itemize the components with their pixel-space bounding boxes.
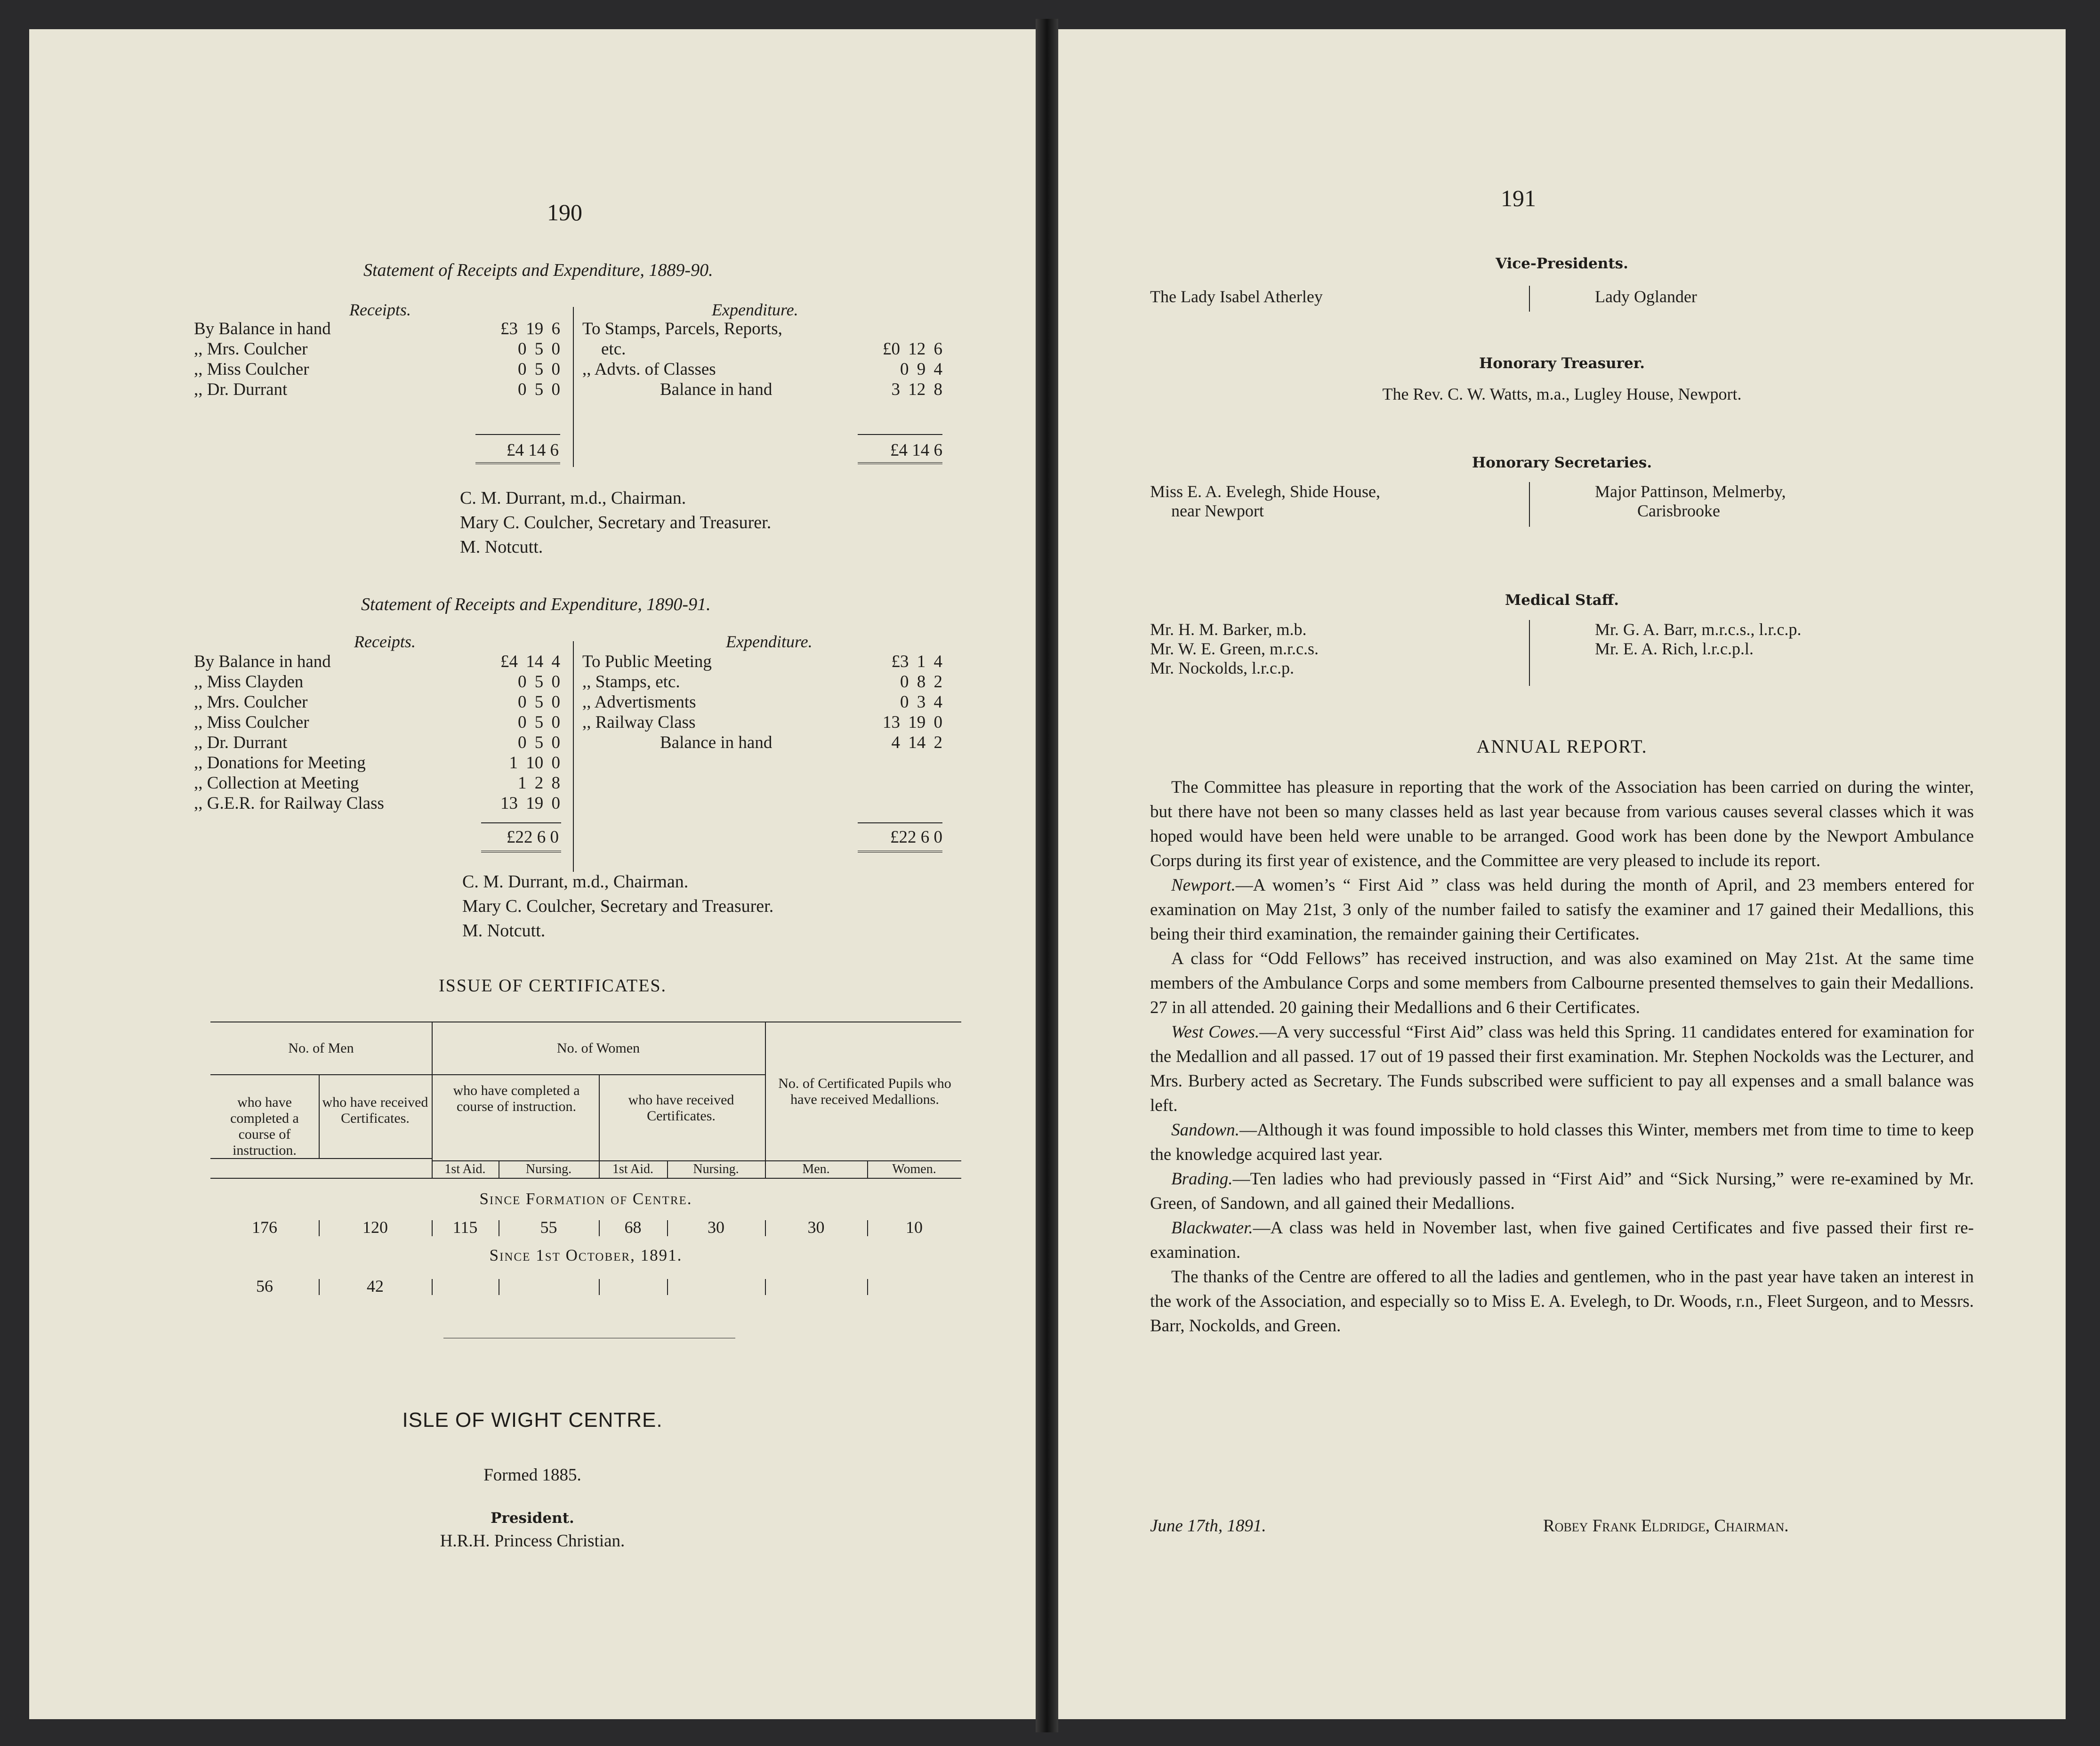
account-amount: 1 10 0 — [509, 753, 560, 772]
double-rule — [481, 851, 561, 854]
account-row — [582, 692, 949, 712]
paragraph-lead: Sandown. — [1171, 1120, 1239, 1140]
rule — [858, 822, 942, 823]
paragraph-lead: Brading. — [1171, 1169, 1233, 1189]
receipts-total: £4 14 6 — [507, 441, 559, 460]
book-spine — [1036, 19, 1058, 1732]
report-signatory: Robey Frank Eldridge, Chairman. — [1543, 1516, 1789, 1536]
secretary-right-line: Carisbrooke — [1637, 501, 1720, 520]
president-heading: President. — [491, 1510, 574, 1527]
signature-line: M. Notcutt. — [460, 537, 543, 557]
account-amount: 13 19 0 — [883, 713, 942, 732]
receipts-heading: Receipts. — [354, 632, 416, 651]
page-number: 191 — [1501, 185, 1536, 211]
signatures — [462, 869, 773, 943]
account-row — [194, 773, 561, 793]
account-amount: 0 5 0 — [518, 672, 560, 692]
paragraph-lead: Blackwater. — [1171, 1218, 1253, 1238]
centre-title: ISLE OF WIGHT CENTRE. — [402, 1408, 663, 1432]
column-divider — [765, 1220, 766, 1236]
certificate-count: 120 — [362, 1218, 388, 1237]
account-row — [194, 339, 561, 359]
statement-title: Statement of Receipts and Expenditure, 1889-90. — [363, 260, 713, 280]
men-certificates-header: who have received Certificates. — [322, 1094, 428, 1126]
expenditure-total: £22 6 0 — [890, 828, 942, 847]
annual-report-heading: ANNUAL REPORT. — [1476, 736, 1648, 757]
rule — [475, 434, 560, 435]
formed-date: Formed 1885. — [483, 1465, 581, 1485]
account-row — [582, 359, 942, 379]
account-label: ,, Miss Coulcher — [194, 360, 309, 379]
women-certificates-nursing-header: Nursing. — [693, 1162, 739, 1176]
women-certificates-header: who have received Certificates. — [628, 1092, 734, 1124]
report-paragraph: A class for “Odd Fellows” has received instruction, and was also examined on May 21st. At the same time members of the Ambulance Corps and some members from Calbourne presented themselves to gain their Medallions. 27 in all attended. 20 gaining their Medallions and 6 their Certificates. — [1150, 949, 1974, 1017]
secretary-right — [1595, 482, 1786, 521]
account-label: To Public Meeting — [582, 652, 712, 671]
divider — [573, 641, 574, 872]
medical-staff-member: Mr. H. M. Barker, m.b. — [1150, 620, 1307, 639]
statement-title: Statement of Receipts and Expenditure, 1890-91. — [361, 595, 711, 614]
account-amount: £0 12 6 — [883, 339, 942, 359]
secretary-left — [1150, 482, 1380, 521]
certificate-count: 10 — [906, 1218, 923, 1237]
certificate-count: 30 — [708, 1218, 724, 1237]
treasurer-name: The Rev. C. W. Watts, m.a., Lugley House, Newport. — [1382, 385, 1742, 403]
women-completed-nursing-header: Nursing. — [525, 1162, 572, 1176]
medical-staff-member: Mr. E. A. Rich, l.r.c.p.l. — [1595, 639, 1754, 658]
account-row — [582, 672, 949, 692]
vice-president-left: The Lady Isabel Atherley — [1150, 287, 1323, 306]
since-formation-label: Since Formation of Centre. — [479, 1190, 692, 1208]
double-rule — [475, 462, 560, 466]
column-divider — [432, 1279, 433, 1295]
divider — [1529, 620, 1530, 686]
account-label: ,, Advts. of Classes — [582, 360, 716, 379]
account-label: By Balance in hand — [194, 652, 331, 671]
signature-line: C. M. Durrant, m.d., Chairman. — [462, 872, 689, 892]
paragraph-lead: West Cowes. — [1171, 1022, 1260, 1042]
account-label: ,, Railway Class — [582, 713, 696, 732]
women-completed-header: who have completed a course of instruction. — [453, 1083, 580, 1114]
account-amount: 0 5 0 — [518, 713, 560, 732]
report-paragraph: Brading.—Ten ladies who had previously passed in “First Aid” and “Sick Nursing,” were re-examined by Mr. Green, of Sandown, and all gained their Medallions. — [1150, 1169, 1974, 1213]
vice-president-right: Lady Oglander — [1595, 287, 1697, 306]
account-amount: 0 8 2 — [900, 672, 942, 692]
account-amount: £3 1 4 — [891, 652, 942, 671]
signature-line: Mary C. Coulcher, Secretary and Treasurer. — [460, 513, 772, 532]
account-row — [582, 712, 949, 732]
certificates-title: ISSUE OF CERTIFICATES. — [439, 976, 667, 996]
receipts-heading: Receipts. — [349, 300, 411, 319]
certificated-pupils-header: No. of Certificated Pupils who have received Medallions. — [778, 1076, 951, 1107]
certificate-count: 115 — [452, 1218, 478, 1237]
expenditure-list — [582, 652, 949, 753]
signature-line: C. M. Durrant, m.d., Chairman. — [460, 488, 686, 508]
account-row — [582, 379, 942, 400]
account-row — [582, 652, 949, 672]
account-label: ,, Donations for Meeting — [194, 753, 366, 772]
column-divider — [667, 1220, 668, 1236]
report-date: June 17th, 1891. — [1150, 1516, 1266, 1536]
secretary-left-line: Miss E. A. Evelegh, Shide House, — [1150, 482, 1380, 501]
account-row — [582, 732, 949, 753]
account-label: etc. — [601, 339, 626, 359]
expenditure-list — [582, 319, 942, 400]
paragraph-lead: Newport. — [1171, 876, 1236, 895]
account-label: ,, Mrs. Coulcher — [194, 339, 308, 359]
column-divider — [319, 1220, 320, 1236]
treasurer-heading: Honorary Treasurer. — [1479, 355, 1645, 372]
account-label: ,, Dr. Durrant — [194, 733, 288, 752]
account-label: Balance in hand — [660, 380, 772, 399]
secretary-left-line: near Newport — [1171, 501, 1264, 520]
account-amount: 0 5 0 — [518, 339, 560, 359]
account-label: ,, Miss Clayden — [194, 672, 304, 692]
account-row — [194, 712, 561, 732]
rule — [858, 434, 942, 435]
column-divider — [599, 1279, 600, 1295]
column-divider — [432, 1220, 433, 1236]
since-october-label: Since 1st October, 1891. — [489, 1246, 683, 1264]
account-amount: 0 3 4 — [900, 692, 942, 712]
report-paragraph: The thanks of the Centre are offered to all the ladies and gentlemen, who in the past year have taken an interest in the work of the Association, and especially so to Miss E. A. Evelegh, to Dr. Woods, r.n., Fleet Surgeon, and to Messrs. Barr, Nockolds, and Green. — [1150, 1267, 1974, 1336]
president-name: H.R.H. Princess Christian. — [440, 1531, 625, 1551]
women-header: No. of Women — [556, 1040, 640, 1056]
account-label: ,, Stamps, etc. — [582, 672, 680, 692]
account-amount: 13 19 0 — [500, 794, 560, 813]
account-label: Balance in hand — [660, 733, 772, 752]
account-row — [194, 672, 561, 692]
medical-staff-right — [1595, 620, 1802, 659]
account-label: By Balance in hand — [194, 319, 331, 338]
column-divider — [867, 1220, 868, 1236]
column-divider — [667, 1279, 668, 1295]
signature-line: Mary C. Coulcher, Secretary and Treasurer. — [462, 896, 774, 916]
rule — [481, 822, 561, 823]
women-completed-first-aid-header: 1st Aid. — [444, 1162, 486, 1176]
receipts-total: £22 6 0 — [507, 828, 559, 847]
report-paragraph: West Cowes.—A very successful “First Aid” class was held this Spring. 11 candidates entered for examination for the Medallion and all passed. 17 out of 19 passed their first examination. Mr. Stephen Nockolds was the Lecturer, and Mrs. Burbery acted as Secretary. The Funds subscribed were sufficient to pay all expenses and a small balance was left. — [1150, 1022, 1974, 1115]
expenditure-heading: Expenditure. — [712, 300, 798, 319]
certificate-count: 68 — [624, 1218, 642, 1237]
annual-report-body — [1150, 775, 1974, 1338]
column-divider — [765, 1279, 766, 1295]
women-certificates-first-aid-header: 1st Aid. — [612, 1162, 654, 1176]
medical-staff-member: Mr. G. A. Barr, m.r.c.s., l.r.c.p. — [1595, 620, 1802, 639]
medical-staff-member: Mr. W. E. Green, m.r.c.s. — [1150, 639, 1319, 658]
column-divider — [867, 1279, 868, 1295]
men-header: No. of Men — [288, 1040, 354, 1056]
divider — [573, 307, 574, 467]
certificate-count: 56 — [256, 1277, 273, 1295]
certificate-count: 30 — [807, 1218, 825, 1237]
account-label: ,, Mrs. Coulcher — [194, 692, 308, 712]
account-label: ,, Advertisments — [582, 692, 696, 712]
certificate-count: 55 — [540, 1218, 557, 1237]
secretary-right-line: Major Pattinson, Melmerby, — [1595, 482, 1786, 501]
certificate-count: 176 — [252, 1218, 277, 1237]
vice-presidents-heading: Vice-Presidents. — [1496, 255, 1628, 272]
double-rule — [858, 851, 942, 854]
expenditure-heading: Expenditure. — [726, 632, 813, 651]
account-amount: 0 5 0 — [518, 360, 560, 379]
signature-line: M. Notcutt. — [462, 921, 546, 941]
account-label: ,, Miss Coulcher — [194, 713, 309, 732]
account-amount: 4 14 2 — [891, 733, 942, 752]
column-divider — [599, 1220, 600, 1236]
account-amount: 0 5 0 — [518, 733, 560, 752]
certificate-count: 42 — [367, 1277, 384, 1295]
receipts-list — [194, 652, 561, 813]
account-amount: 0 9 4 — [900, 360, 942, 379]
account-amount: 1 2 8 — [518, 773, 560, 793]
column-divider — [319, 1279, 320, 1295]
account-row — [194, 652, 561, 672]
report-paragraph: Blackwater.—A class was held in November last, when five gained Certificates and five passed their first re-examination. — [1150, 1218, 1974, 1262]
left-page — [29, 29, 1036, 1719]
account-row — [194, 753, 561, 773]
account-label: ,, G.E.R. for Railway Class — [194, 794, 384, 813]
double-rule — [858, 462, 942, 466]
account-row — [194, 379, 561, 400]
signatures — [460, 486, 771, 559]
account-label: ,, Collection at Meeting — [194, 773, 359, 793]
right-page — [1058, 29, 2066, 1719]
expenditure-total: £4 14 6 — [890, 441, 942, 460]
account-amount: 3 12 8 — [891, 380, 942, 399]
certificates-table — [210, 1022, 961, 1304]
divider — [1529, 286, 1530, 312]
account-label: ,, Dr. Durrant — [194, 380, 288, 399]
receipts-list — [194, 319, 561, 400]
account-label: To Stamps, Parcels, Reports, — [582, 319, 782, 338]
account-row — [194, 793, 561, 813]
account-row — [582, 339, 942, 359]
account-row — [194, 319, 561, 339]
account-row — [582, 319, 921, 339]
account-row — [194, 359, 561, 379]
account-amount: £4 14 4 — [500, 652, 560, 671]
report-paragraph: The Committee has pleasure in reporting that the work of the Association has been carried on during the winter, but there have not been so many classes held as last year because from various causes several classes which it was hoped would have been held were unable to be arranged. Good work has been done by the Newport Ambulance Corps during its first year of existence, and the Committee are very pleased to include its report. — [1150, 778, 1974, 870]
medical-staff-left — [1150, 620, 1319, 678]
page-number: 190 — [547, 199, 582, 225]
account-amount: £3 19 6 — [500, 319, 560, 338]
account-amount: 0 5 0 — [518, 692, 560, 712]
account-row — [194, 732, 561, 753]
account-amount: 0 5 0 — [518, 380, 560, 399]
report-paragraph: Sandown.—Although it was found impossible to hold classes this Winter, members met from time to time to keep the knowledge acquired last year. — [1150, 1120, 1974, 1164]
medallions-men-header: Men. — [802, 1162, 830, 1176]
medallions-women-header: Women. — [892, 1162, 936, 1176]
account-row — [194, 692, 561, 712]
men-completed-header: who have completed a course of instruction. — [230, 1094, 299, 1158]
medical-staff-member: Mr. Nockolds, l.r.c.p. — [1150, 659, 1294, 677]
report-paragraph: Newport.—A women’s “ First Aid ” class was held during the month of April, and 23 members entered for examination on May 21st, 3 only of the number failed to satisfy the examiner and 17 gained their Medallions, this being their third examination, the remainder gaining their Certificates. — [1150, 876, 1974, 944]
medical-staff-heading: Medical Staff. — [1505, 592, 1619, 609]
secretaries-heading: Honorary Secretaries. — [1472, 454, 1652, 471]
divider — [1529, 482, 1530, 527]
